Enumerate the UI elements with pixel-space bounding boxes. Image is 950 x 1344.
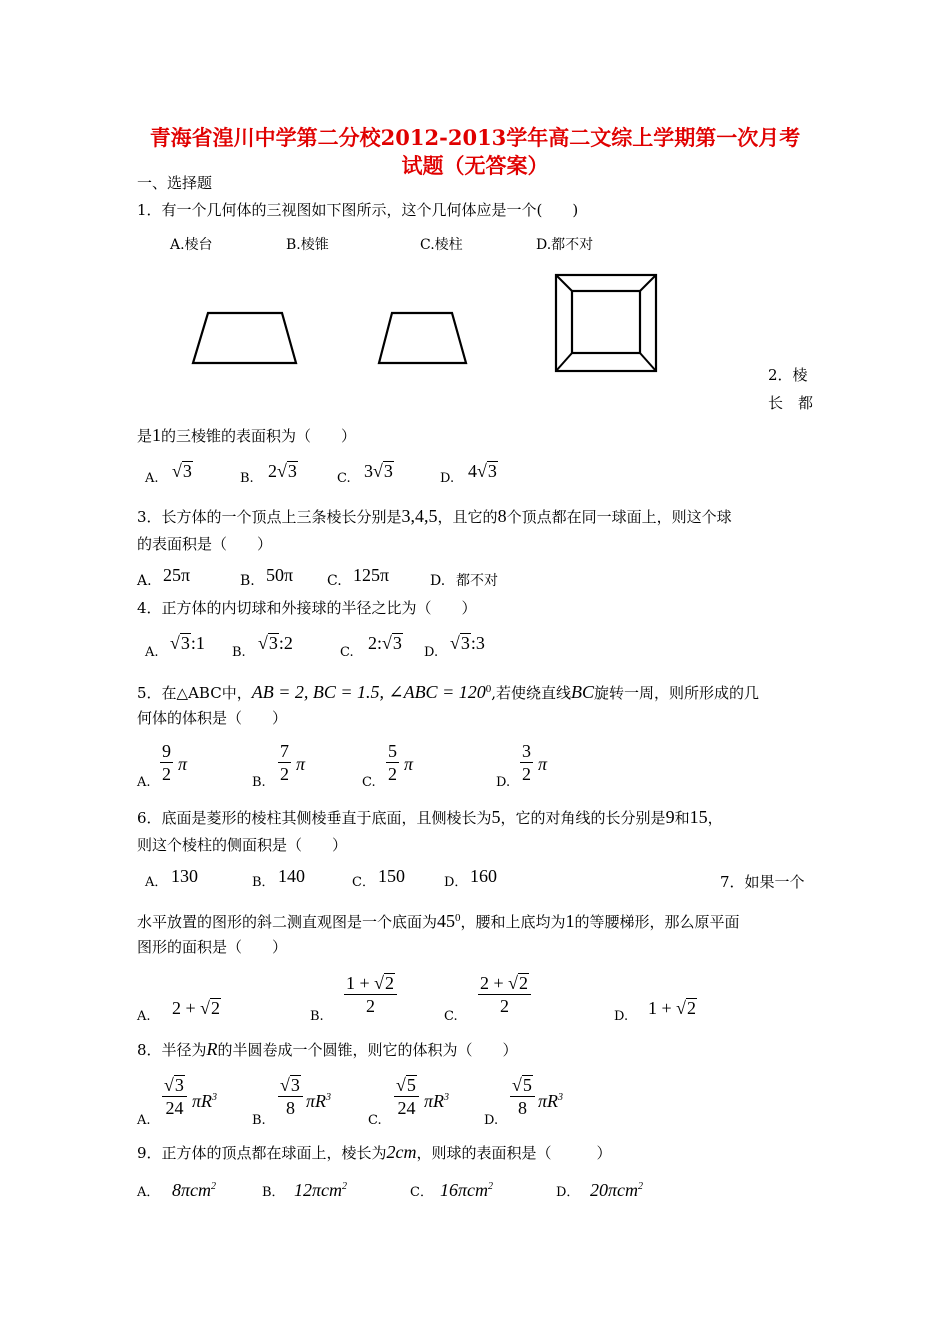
q3-option-d: 都不对 xyxy=(456,573,498,589)
q7-text2: 图形的面积是（ ） xyxy=(137,938,288,956)
q3-label-c: C. xyxy=(327,573,342,589)
q2-text: 是1的三棱锥的表面积为（ ） xyxy=(137,425,357,445)
q3-text: 3．长方体的一个顶点上三条棱长分别是3,4,5，且它的8个顶点都在同一球面上，则这个球 xyxy=(137,506,732,526)
q6-option-d: 160 xyxy=(470,866,497,886)
q8-label-d: D. xyxy=(484,1113,499,1128)
q7-option-c-fraction: $\frac{2 + √2}{2}$ xyxy=(478,972,531,1017)
q1-option-b: B.棱锥 xyxy=(286,237,329,253)
q8-label-c: C. xyxy=(368,1113,382,1128)
q7-lead: 7．如果一个 xyxy=(720,873,805,891)
q4-text: 4．正方体的内切球和外接球的半径之比为（ ） xyxy=(137,599,477,617)
top-view-square xyxy=(554,273,658,373)
q7-text: 水平放置的图形的斜二测直观图是一个底面为$45^0$，腰和上底均为1的等腰梯形，那么原平面 xyxy=(137,911,740,931)
q7-label-d: D. xyxy=(614,1009,629,1024)
q5-option-b-fraction: $\frac{7}{2}$ xyxy=(280,741,289,784)
q8-text: 8．半径为R的半圆卷成一个圆锥，则它的体积为（ ） xyxy=(137,1039,518,1059)
q2-option-a: √3 xyxy=(172,461,192,481)
q9-text: 9．正方体的顶点都在球面上，棱长为2cm，则球的表面积是（ ） xyxy=(137,1142,612,1162)
q3-label-b: B. xyxy=(240,573,255,589)
q2-label-d: D. xyxy=(440,471,455,486)
q7-label-c: C. xyxy=(444,1009,458,1024)
q1-option-a: A.棱台 xyxy=(170,237,213,253)
q6-text: 6．底面是菱形的棱柱其侧棱垂直于底面，且侧棱长为5，它的对角线的长分别是9和15， xyxy=(137,807,723,827)
q9-label-a: A． xyxy=(137,1185,160,1200)
q6-text2: 则这个棱柱的侧面积是（ ） xyxy=(137,836,348,854)
front-view-trapezoid xyxy=(190,310,300,366)
q6-option-b: 140 xyxy=(278,866,305,886)
q5-option-d-pi: π xyxy=(538,754,548,774)
q5-option-d-fraction: $\frac{3}{2}$ xyxy=(522,741,531,784)
q3-option-a: 25π xyxy=(163,565,191,585)
q8-label-a: A. xyxy=(137,1113,151,1128)
q7-option-a: 2 + √2 xyxy=(172,998,221,1018)
q8-option-b-tail: $\pi R^3$ xyxy=(306,1091,332,1111)
q5-option-c-pi: π xyxy=(404,754,414,774)
q7-option-b-fraction: $\frac{1 + √2}{2}$ xyxy=(344,972,397,1017)
q6-label-a: A． xyxy=(145,875,168,890)
q4-option-a: √3:1 xyxy=(170,633,205,653)
q1-option-d: D.都不对 xyxy=(536,237,594,253)
q3-option-c: 125π xyxy=(353,565,390,585)
q4-label-a: A. xyxy=(145,645,159,660)
q8-option-c-tail: $\pi R^3$ xyxy=(424,1091,450,1111)
q2-lead2: 长 都 xyxy=(768,394,814,412)
q1-option-c: C.棱柱 xyxy=(420,237,463,253)
q8-option-a-fraction: $\frac{√3}{24}$ xyxy=(162,1074,187,1119)
document-title-line1: 青海省湟川中学第二分校2012-2013学年高二文综上学期第一次月考 xyxy=(149,125,801,150)
q1-text: 1．有一个几何体的三视图如下图所示，这个几何体应是一个( ) xyxy=(137,201,579,219)
q3-option-b: 50π xyxy=(266,565,294,585)
q6-label-c: C． xyxy=(352,875,375,890)
q9-option-c: 16πcm$^2$ xyxy=(440,1180,494,1200)
q8-option-c-fraction: $\frac{√5}{24}$ xyxy=(394,1074,419,1119)
section-heading: 一、选择题 xyxy=(137,174,213,192)
q5-option-a-pi: π xyxy=(178,754,188,774)
q9-label-c: C． xyxy=(410,1185,433,1200)
q9-option-b: 12πcm$^2$ xyxy=(294,1180,348,1200)
q7-option-d: 1 + √2 xyxy=(648,998,697,1018)
q3-label-a: A. xyxy=(137,573,152,589)
q8-label-b: B. xyxy=(252,1113,266,1128)
q3-text2: 的表面积是（ ） xyxy=(137,535,273,553)
q5-label-c: C. xyxy=(362,775,376,790)
q6-option-c: 150 xyxy=(378,866,405,886)
q2-label-a: A. xyxy=(145,471,159,486)
q4-label-b: B. xyxy=(232,645,246,660)
q2-label-b: B. xyxy=(240,471,254,486)
q5-label-d: D. xyxy=(496,775,511,790)
q4-label-d: D. xyxy=(424,645,439,660)
q9-label-b: B． xyxy=(262,1185,285,1200)
q9-option-d: 20πcm$^2$ xyxy=(590,1180,644,1200)
q6-option-a: 130 xyxy=(171,866,198,886)
q9-option-a: 8πcm$^2$ xyxy=(172,1180,217,1200)
q4-option-d: √3:3 xyxy=(450,633,485,653)
side-view-trapezoid xyxy=(376,310,470,366)
q7-label-b: B. xyxy=(310,1009,324,1024)
q5-text: 5．在△ABC中，AB = 2, BC = 1.5, ∠ABC = $120^0$,若使绕直线BC旋转一周，则所形成的几 xyxy=(137,682,760,702)
q5-text2: 何体的体积是（ ） xyxy=(137,709,288,727)
q5-option-a-fraction: $\frac{9}{2}$ xyxy=(162,741,171,784)
q8-option-d-fraction: $\frac{√5}{8}$ xyxy=(510,1074,535,1119)
q2-option-b: 2√3 xyxy=(268,461,297,481)
q2-option-d: 4√3 xyxy=(468,461,497,481)
q4-option-c: 2:√3 xyxy=(368,633,402,653)
q6-label-b: B． xyxy=(252,875,275,890)
q8-option-d-tail: $\pi R^3$ xyxy=(538,1091,564,1111)
q2-option-c: 3√3 xyxy=(364,461,393,481)
q5-option-c-fraction: $\frac{5}{2}$ xyxy=(388,741,397,784)
q9-label-d: D． xyxy=(556,1185,580,1200)
q2-lead: 2．棱 xyxy=(768,366,808,384)
q8-option-b-fraction: $\frac{√3}{8}$ xyxy=(278,1074,303,1119)
q2-label-c: C. xyxy=(337,471,351,486)
q5-label-a: A. xyxy=(137,775,151,790)
q6-label-d: D． xyxy=(444,875,468,890)
q3-label-d: D. xyxy=(430,573,446,589)
q4-option-b: √3:2 xyxy=(258,633,293,653)
document-title-line2: 试题（无答案） xyxy=(401,153,549,178)
q5-label-b: B. xyxy=(252,775,266,790)
q8-option-a-tail: $\pi R^3$ xyxy=(192,1091,218,1111)
q7-label-a: A. xyxy=(137,1009,151,1024)
q5-option-b-pi: π xyxy=(296,754,306,774)
q4-label-c: C. xyxy=(340,645,354,660)
